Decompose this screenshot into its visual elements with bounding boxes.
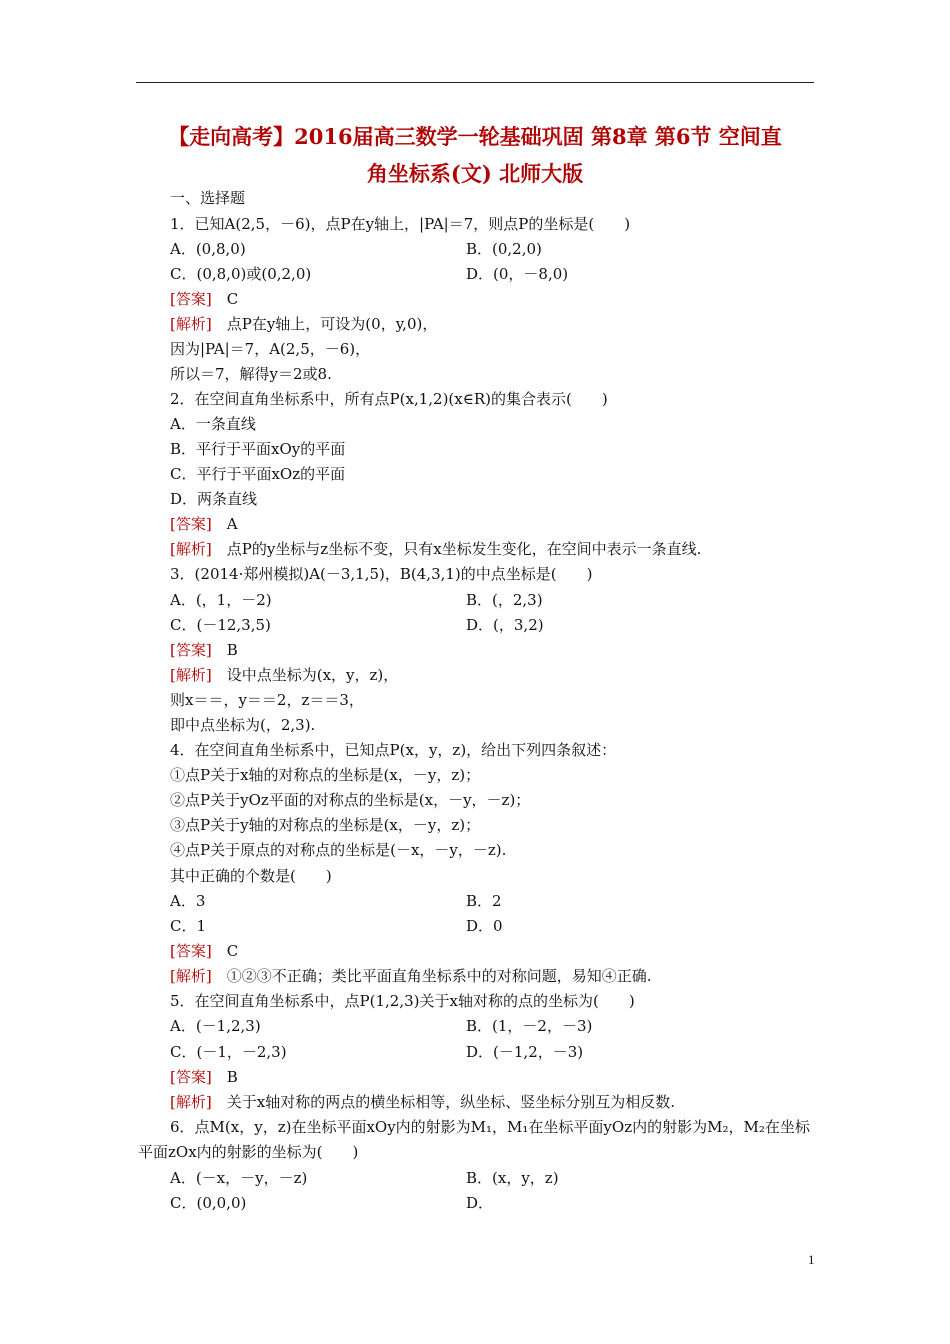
answer-tag: [答案] bbox=[170, 942, 212, 960]
document-title bbox=[136, 118, 814, 192]
q6-option-b: B．(x，y，z) bbox=[466, 1169, 559, 1187]
answer-tag: [答案] bbox=[170, 290, 212, 308]
q1-option-b: B．(0,2,0) bbox=[466, 240, 542, 258]
q1-answer bbox=[170, 289, 238, 309]
title-line-1: 【走向高考】2016届高三数学一轮基础巩固 第8章 第6节 空间直 bbox=[168, 124, 782, 149]
section-heading: 一、选择题 bbox=[170, 189, 246, 207]
q3-solution-line-2: 则x＝＝，y＝＝2，z＝＝3， bbox=[170, 691, 364, 709]
q2-option-d: D．两条直线 bbox=[170, 490, 258, 508]
answer-value: A bbox=[226, 515, 238, 533]
q3-option-a: A．(，1，－2) bbox=[170, 591, 272, 609]
solution-text: 关于x轴对称的两点的横坐标相等，纵坐标、竖坐标分别互为相反数. bbox=[226, 1093, 675, 1111]
question-5: 5．在空间直角坐标系中，点P(1,2,3)关于x轴对称的点的坐标为( ) bbox=[170, 992, 635, 1010]
solution-tag: [解析] bbox=[170, 967, 212, 985]
q3-solution-line-3: 即中点坐标为(，2,3). bbox=[170, 716, 316, 734]
q1-solution-line-2: 因为|PA|＝7，A(2,5，－6)， bbox=[170, 340, 371, 358]
q1-option-c: C．(0,8,0)或(0,2,0) bbox=[170, 265, 312, 283]
q6-option-c: C．(0,0,0) bbox=[170, 1194, 247, 1212]
solution-tag: [解析] bbox=[170, 666, 212, 684]
question-4: 4．在空间直角坐标系中，已知点P(x，y，z)，给出下列四条叙述： bbox=[170, 741, 617, 759]
q4-statement-4: ④点P关于原点的对称点的坐标是(－x，－y，－z). bbox=[170, 841, 507, 859]
q5-option-d: D．(－1,2，－3) bbox=[466, 1043, 584, 1061]
q5-option-b: B．(1，－2，－3) bbox=[466, 1017, 593, 1035]
q2-option-b: B．平行于平面xOy的平面 bbox=[170, 440, 346, 458]
solution-text: 点P在y轴上，可设为(0，y,0)， bbox=[226, 315, 438, 333]
question-3: 3．(2014·郑州模拟)A(－3,1,5)，B(4,3,1)的中点坐标是( ) bbox=[170, 565, 593, 583]
q5-solution bbox=[170, 1092, 675, 1112]
q4-option-c: C．1 bbox=[170, 917, 207, 935]
q5-option-c: C．(－1，－2,3) bbox=[170, 1043, 287, 1061]
q3-option-c: C．(－12,3,5) bbox=[170, 616, 271, 634]
q4-statement-2: ②点P关于yOz平面的对称点的坐标是(x，－y，－z)； bbox=[170, 791, 531, 809]
q2-option-c: C．平行于平面xOz的平面 bbox=[170, 465, 346, 483]
answer-value: B bbox=[226, 1068, 238, 1086]
answer-value: C bbox=[226, 942, 239, 960]
page-number: 1 bbox=[808, 1252, 815, 1267]
q3-answer bbox=[170, 640, 238, 660]
question-1: 1．已知A(2,5，－6)，点P在y轴上，|PA|＝7，则点P的坐标是( ) bbox=[170, 215, 631, 233]
q4-answer bbox=[170, 941, 238, 961]
q1-option-d: D．(0，－8,0) bbox=[466, 265, 569, 283]
solution-text: ①②③不正确；类比平面直角坐标系中的对称问题，易知④正确. bbox=[226, 967, 652, 985]
q4-option-a: A．3 bbox=[170, 892, 206, 910]
q4-prompt: 其中正确的个数是( ) bbox=[170, 867, 332, 885]
q4-statement-3: ③点P关于y轴的对称点的坐标是(x，－y，z)； bbox=[170, 816, 481, 834]
q2-option-a: A．一条直线 bbox=[170, 415, 256, 433]
q1-solution-line-3: 所以＝7，解得y＝2或8. bbox=[170, 365, 332, 383]
solution-tag: [解析] bbox=[170, 1093, 212, 1111]
q5-answer bbox=[170, 1067, 238, 1087]
q4-statement-1: ①点P关于x轴的对称点的坐标是(x，－y，z)； bbox=[170, 766, 481, 784]
header-rule bbox=[136, 82, 814, 83]
q3-solution bbox=[170, 665, 398, 685]
q5-option-a: A．(－1,2,3) bbox=[170, 1017, 261, 1035]
q3-option-b: B．(，2,3) bbox=[466, 591, 543, 609]
solution-tag: [解析] bbox=[170, 315, 212, 333]
solution-text: 设中点坐标为(x，y，z)， bbox=[226, 666, 399, 684]
q6-option-a: A．(－x，－y，－z) bbox=[170, 1169, 308, 1187]
q4-option-b: B．2 bbox=[466, 892, 502, 910]
answer-tag: [答案] bbox=[170, 515, 212, 533]
q1-option-a: A．(0,8,0) bbox=[170, 240, 246, 258]
solution-tag: [解析] bbox=[170, 540, 212, 558]
q6-option-d: D． bbox=[466, 1194, 494, 1212]
q4-solution bbox=[170, 966, 652, 986]
solution-text: 点P的y坐标与z坐标不变，只有x坐标发生变化，在空间中表示一条直线. bbox=[226, 540, 702, 558]
q2-solution bbox=[170, 539, 701, 559]
answer-tag: [答案] bbox=[170, 1068, 212, 1086]
question-6-continuation: 平面zOx内的射影的坐标为( ) bbox=[138, 1143, 359, 1161]
q2-answer bbox=[170, 514, 238, 534]
q1-solution bbox=[170, 314, 437, 334]
answer-value: B bbox=[226, 641, 238, 659]
question-2: 2．在空间直角坐标系中，所有点P(x,1,2)(x∈R)的集合表示( ) bbox=[170, 390, 608, 408]
title-line-2: 角坐标系(文) 北师大版 bbox=[366, 161, 584, 186]
answer-value: C bbox=[226, 290, 239, 308]
q3-option-d: D．(，3,2) bbox=[466, 616, 544, 634]
question-6: 6．点M(x，y，z)在坐标平面xOy内的射影为M₁，M₁在坐标平面yOz内的射影为M₂，M₂在坐标 bbox=[170, 1118, 810, 1136]
answer-tag: [答案] bbox=[170, 641, 212, 659]
q4-option-d: D．0 bbox=[466, 917, 503, 935]
